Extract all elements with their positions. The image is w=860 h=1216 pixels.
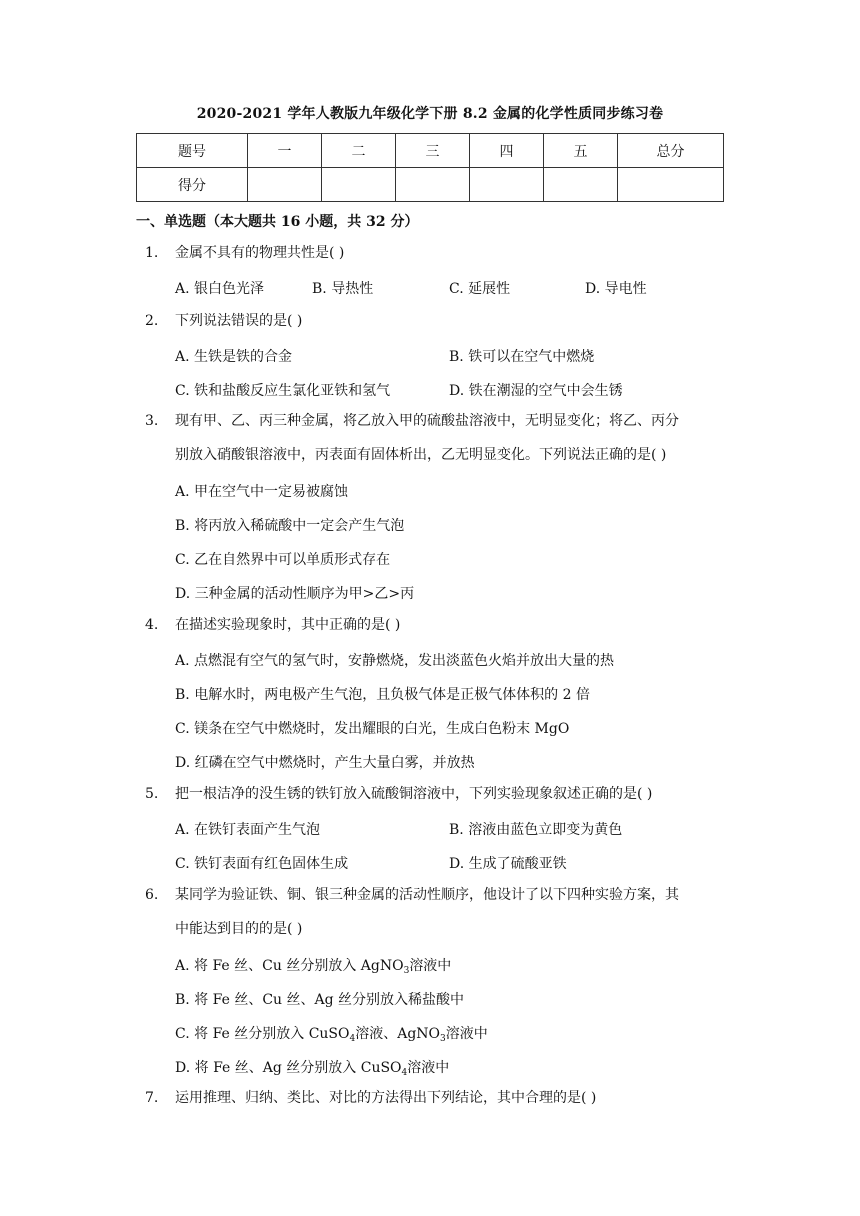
option-a: A. 甲在空气中一定易被腐蚀 [175,484,349,500]
option-c: C. 铁和盐酸反应生氯化亚铁和氢气 [175,383,391,399]
score-table-score-row [137,168,724,202]
option-b: B. 电解水时，两电极产生气泡，且负极气体是正极气体体积的 2 倍 [175,687,590,703]
option-c: C. 铁钉表面有红色固体生成 [175,856,349,872]
option-b: B. 将丙放入稀硫酸中一定会产生气泡 [175,518,405,534]
subscript: 3 [403,966,410,976]
header-cell: 总分 [618,134,724,168]
option-a [175,955,451,975]
question-text: 在描述实验现象时，其中正确的是( ) [175,617,401,633]
option-b: B. 导热性 [312,281,374,297]
option-b [175,989,464,1009]
option-text: 溶液中 [409,958,452,974]
option-text: C. 将 Fe 丝分别放入 CuSO [175,1026,350,1042]
option-c [175,1023,488,1043]
option-d: D. 红磷在空气中燃烧时，产生大量白雾，并放热 [175,755,475,771]
subscript: 4 [401,1068,408,1078]
question-text-line-2: 中能达到目的的是( ) [175,921,303,937]
question-text: 把一根洁净的没生锈的铁钉放入硫酸铜溶液中，下列实验现象叙述正确的是( ) [175,786,653,802]
question-number: 1. [145,245,159,261]
option-text: B. 将 Fe 丝、Cu 丝、Ag 丝分别放入稀盐酸中 [175,992,465,1008]
option-c: C. 延展性 [449,281,511,297]
score-cell [618,168,724,202]
question-number: 3. [145,413,159,429]
option-text: 溶液、AgNO [355,1026,441,1042]
question-text: 运用推理、归纳、类比、对比的方法得出下列结论，其中合理的是( ) [175,1090,597,1106]
option-a: A. 在铁钉表面产生气泡 [175,822,321,838]
option-d: D. 三种金属的活动性顺序为甲>乙>丙 [175,586,415,602]
header-cell: 四 [470,134,544,168]
option-b: B. 铁可以在空气中燃烧 [449,349,595,365]
question-number: 4. [145,617,159,633]
question-number: 7. [145,1090,159,1106]
question-number: 2. [145,313,159,329]
option-c: C. 乙在自然界中可以单质形式存在 [175,552,391,568]
option-text: D. 将 Fe 丝、Ag 丝分别放入 CuSO [175,1060,402,1076]
page-title: 2020-2021 学年人教版九年级化学下册 8.2 金属的化学性质同步练习卷 [196,106,664,122]
question-number: 5. [145,786,159,802]
score-table-header-row [137,134,724,168]
header-cell: 题号 [137,134,248,168]
question-text-line-2: 别放入硝酸银溶液中，丙表面有固体析出，乙无明显变化。下列说法正确的是( ) [175,447,667,463]
option-a: A. 生铁是铁的合金 [175,349,293,365]
option-b: B. 溶液由蓝色立即变为黄色 [449,822,623,838]
option-text: 溶液中 [445,1026,488,1042]
question-number: 6. [145,887,159,903]
question-text-line-1: 某同学为验证铁、铜、银三种金属的活动性顺序，他设计了以下四种实验方案，其 [175,887,679,903]
option-a: A. 点燃混有空气的氢气时，安静燃烧，发出淡蓝色火焰并放出大量的热 [175,653,615,669]
option-d: D. 铁在潮湿的空气中会生锈 [449,383,623,399]
header-cell: 一 [248,134,322,168]
header-cell: 三 [396,134,470,168]
option-d [175,1057,449,1077]
option-c: C. 镁条在空气中燃烧时，发出耀眼的白光，生成白色粉末 MgO [175,721,570,737]
subscript: 4 [349,1034,356,1044]
subscript: 3 [440,1034,446,1044]
score-cell [248,168,322,202]
option-text: A. 将 Fe 丝、Cu 丝分别放入 AgNO [175,958,404,974]
score-cell [470,168,544,202]
score-table [136,133,724,202]
question-text: 下列说法错误的是( ) [175,313,303,329]
header-cell: 五 [544,134,618,168]
score-cell [396,168,470,202]
row-label-cell: 得分 [137,168,248,202]
score-cell [544,168,618,202]
score-cell [322,168,396,202]
header-cell: 二 [322,134,396,168]
option-a: A. 银白色光泽 [175,281,265,297]
option-text: 溶液中 [407,1060,450,1076]
question-text-line-1: 现有甲、乙、丙三种金属，将乙放入甲的硫酸盐溶液中，无明显变化；将乙、丙分 [175,413,679,429]
section-heading: 一、单选题（本大题共 16 小题，共 32 分） [136,214,419,230]
option-d: D. 导电性 [585,281,647,297]
question-text: 金属不具有的物理共性是( ) [175,245,345,261]
option-d: D. 生成了硫酸亚铁 [449,856,567,872]
